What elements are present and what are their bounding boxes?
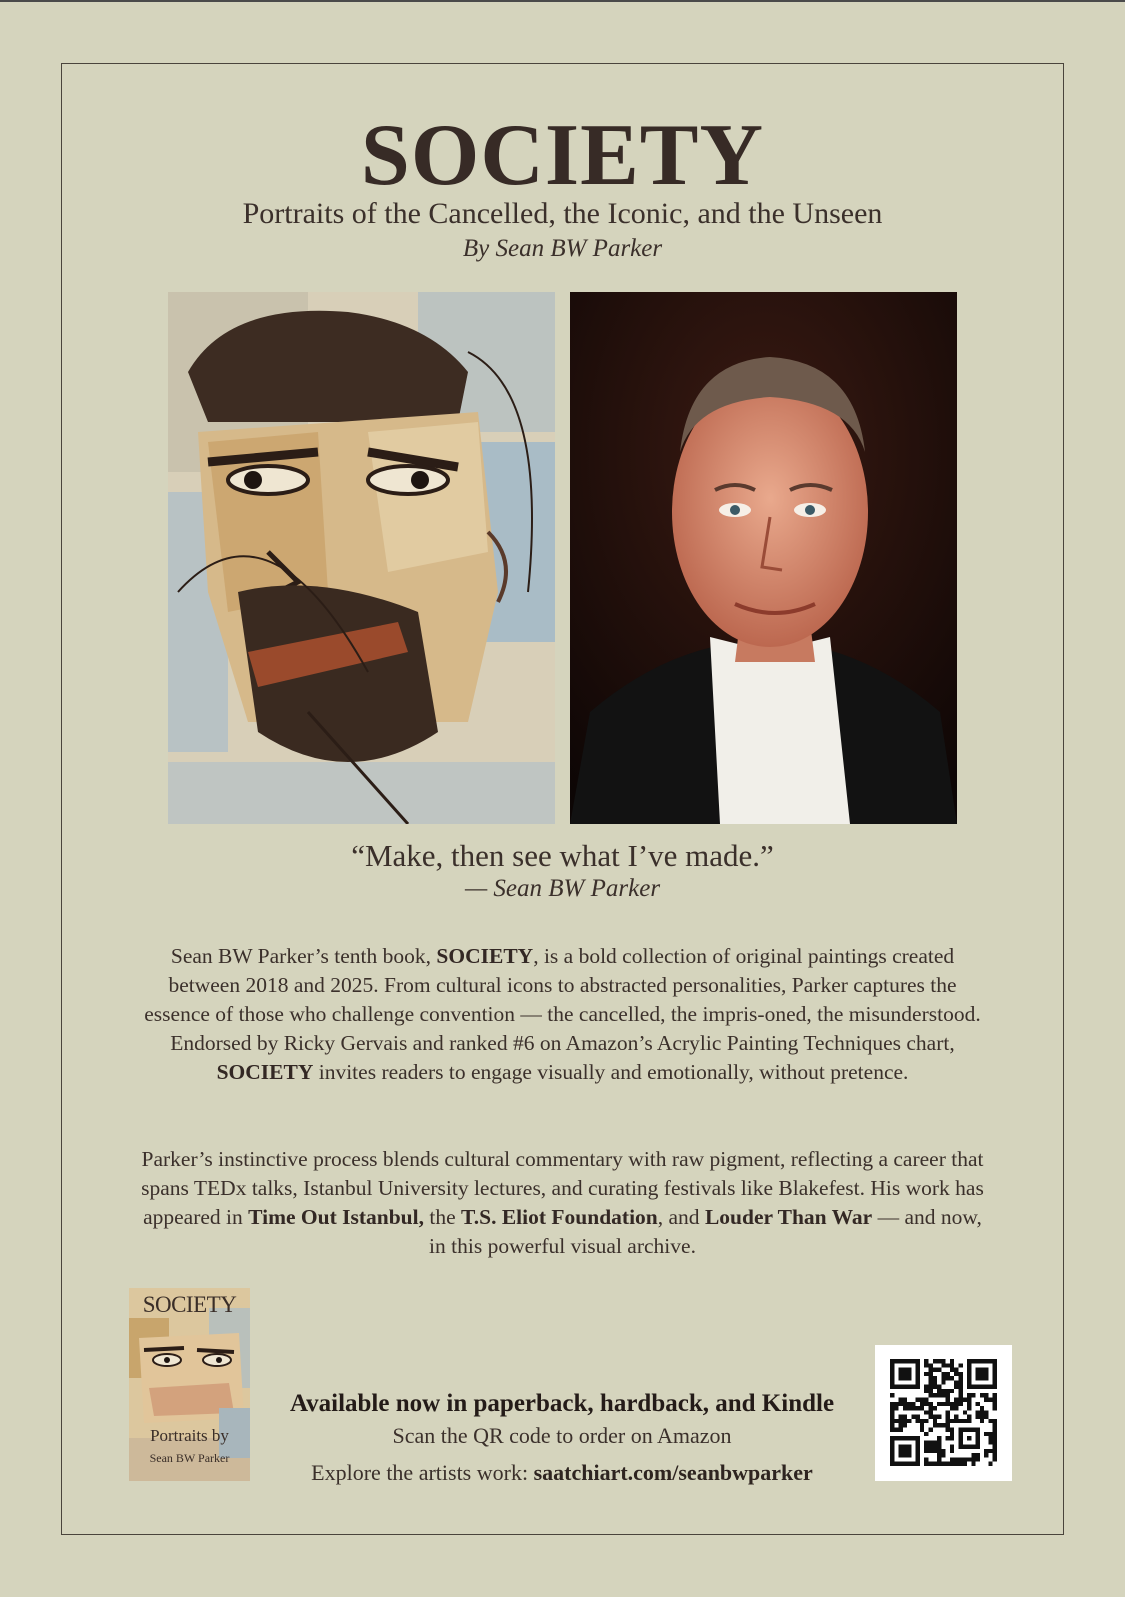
p2-text-1: Parker’s instinctive process blends cultural commentary with raw pigment, reflecting a career that spans TEDx talks, Istanbul University lectures, and curating festivals like Blakefest. His work has appeared in [141, 1147, 984, 1229]
explore-prefix: Explore the artists work: [311, 1460, 534, 1485]
scan-instruction: Scan the QR code to order on Amazon [392, 1423, 732, 1448]
p1-text-1: Sean BW Parker’s tenth book, [170, 944, 437, 968]
p2-bold-eliot: T.S. Eliot Foundation [461, 1205, 658, 1229]
explore-line [262, 1459, 862, 1487]
qr-code-icon[interactable] [875, 1345, 1012, 1481]
top-rule [0, 0, 1125, 2]
book-subtitle: Portraits of the Cancelled, the Iconic, and the Unseen [242, 197, 883, 230]
description-paragraph-1 [135, 942, 990, 1087]
artist-website-link[interactable]: saatchiart.com/seanbwparker [533, 1460, 813, 1485]
cover-subtitle: Portraits by [150, 1426, 229, 1445]
book-cover-thumbnail [129, 1288, 250, 1481]
p2-text-3: , and [657, 1205, 705, 1229]
author-photo [570, 292, 957, 824]
p1-bold-title-2: SOCIETY [216, 1060, 314, 1084]
p1-text-3: invites readers to engage visually and emotionally, without pretence. [313, 1060, 909, 1084]
p1-text-2: , is a bold collection of original paintings created between 2018 and 2025. From cultural icons to abstracted personalities, Parker captures the essence of those who challenge convention — the cancelled, the impris-oned, the misunderstood. Endorsed by Ricky Gervais and ranked #6 on Amazon’s Acrylic Painting Techniques chart, [144, 944, 981, 1055]
p2-bold-timeout: Time Out Istanbul, [248, 1205, 424, 1229]
p2-text-4: — and now, in this powerful visual archive. [429, 1205, 982, 1258]
cover-title: SOCIETY [142, 1292, 237, 1317]
availability-heading: Available now in paperback, hardback, and Kindle [289, 1390, 835, 1417]
book-title: SOCIETY [360, 107, 765, 204]
p2-text-2: the [423, 1205, 462, 1229]
p1-bold-title: SOCIETY [436, 944, 534, 968]
description-paragraph-2 [135, 1145, 990, 1261]
quote-attribution: — Sean BW Parker [464, 875, 661, 902]
book-byline: By Sean BW Parker [462, 235, 663, 262]
p2-bold-louder: Louder Than War [704, 1205, 873, 1229]
quote-text: “Make, then see what I’ve made.” [351, 838, 774, 873]
cover-author: Sean BW Parker [149, 1451, 230, 1465]
abstract-portrait-painting [168, 292, 555, 824]
